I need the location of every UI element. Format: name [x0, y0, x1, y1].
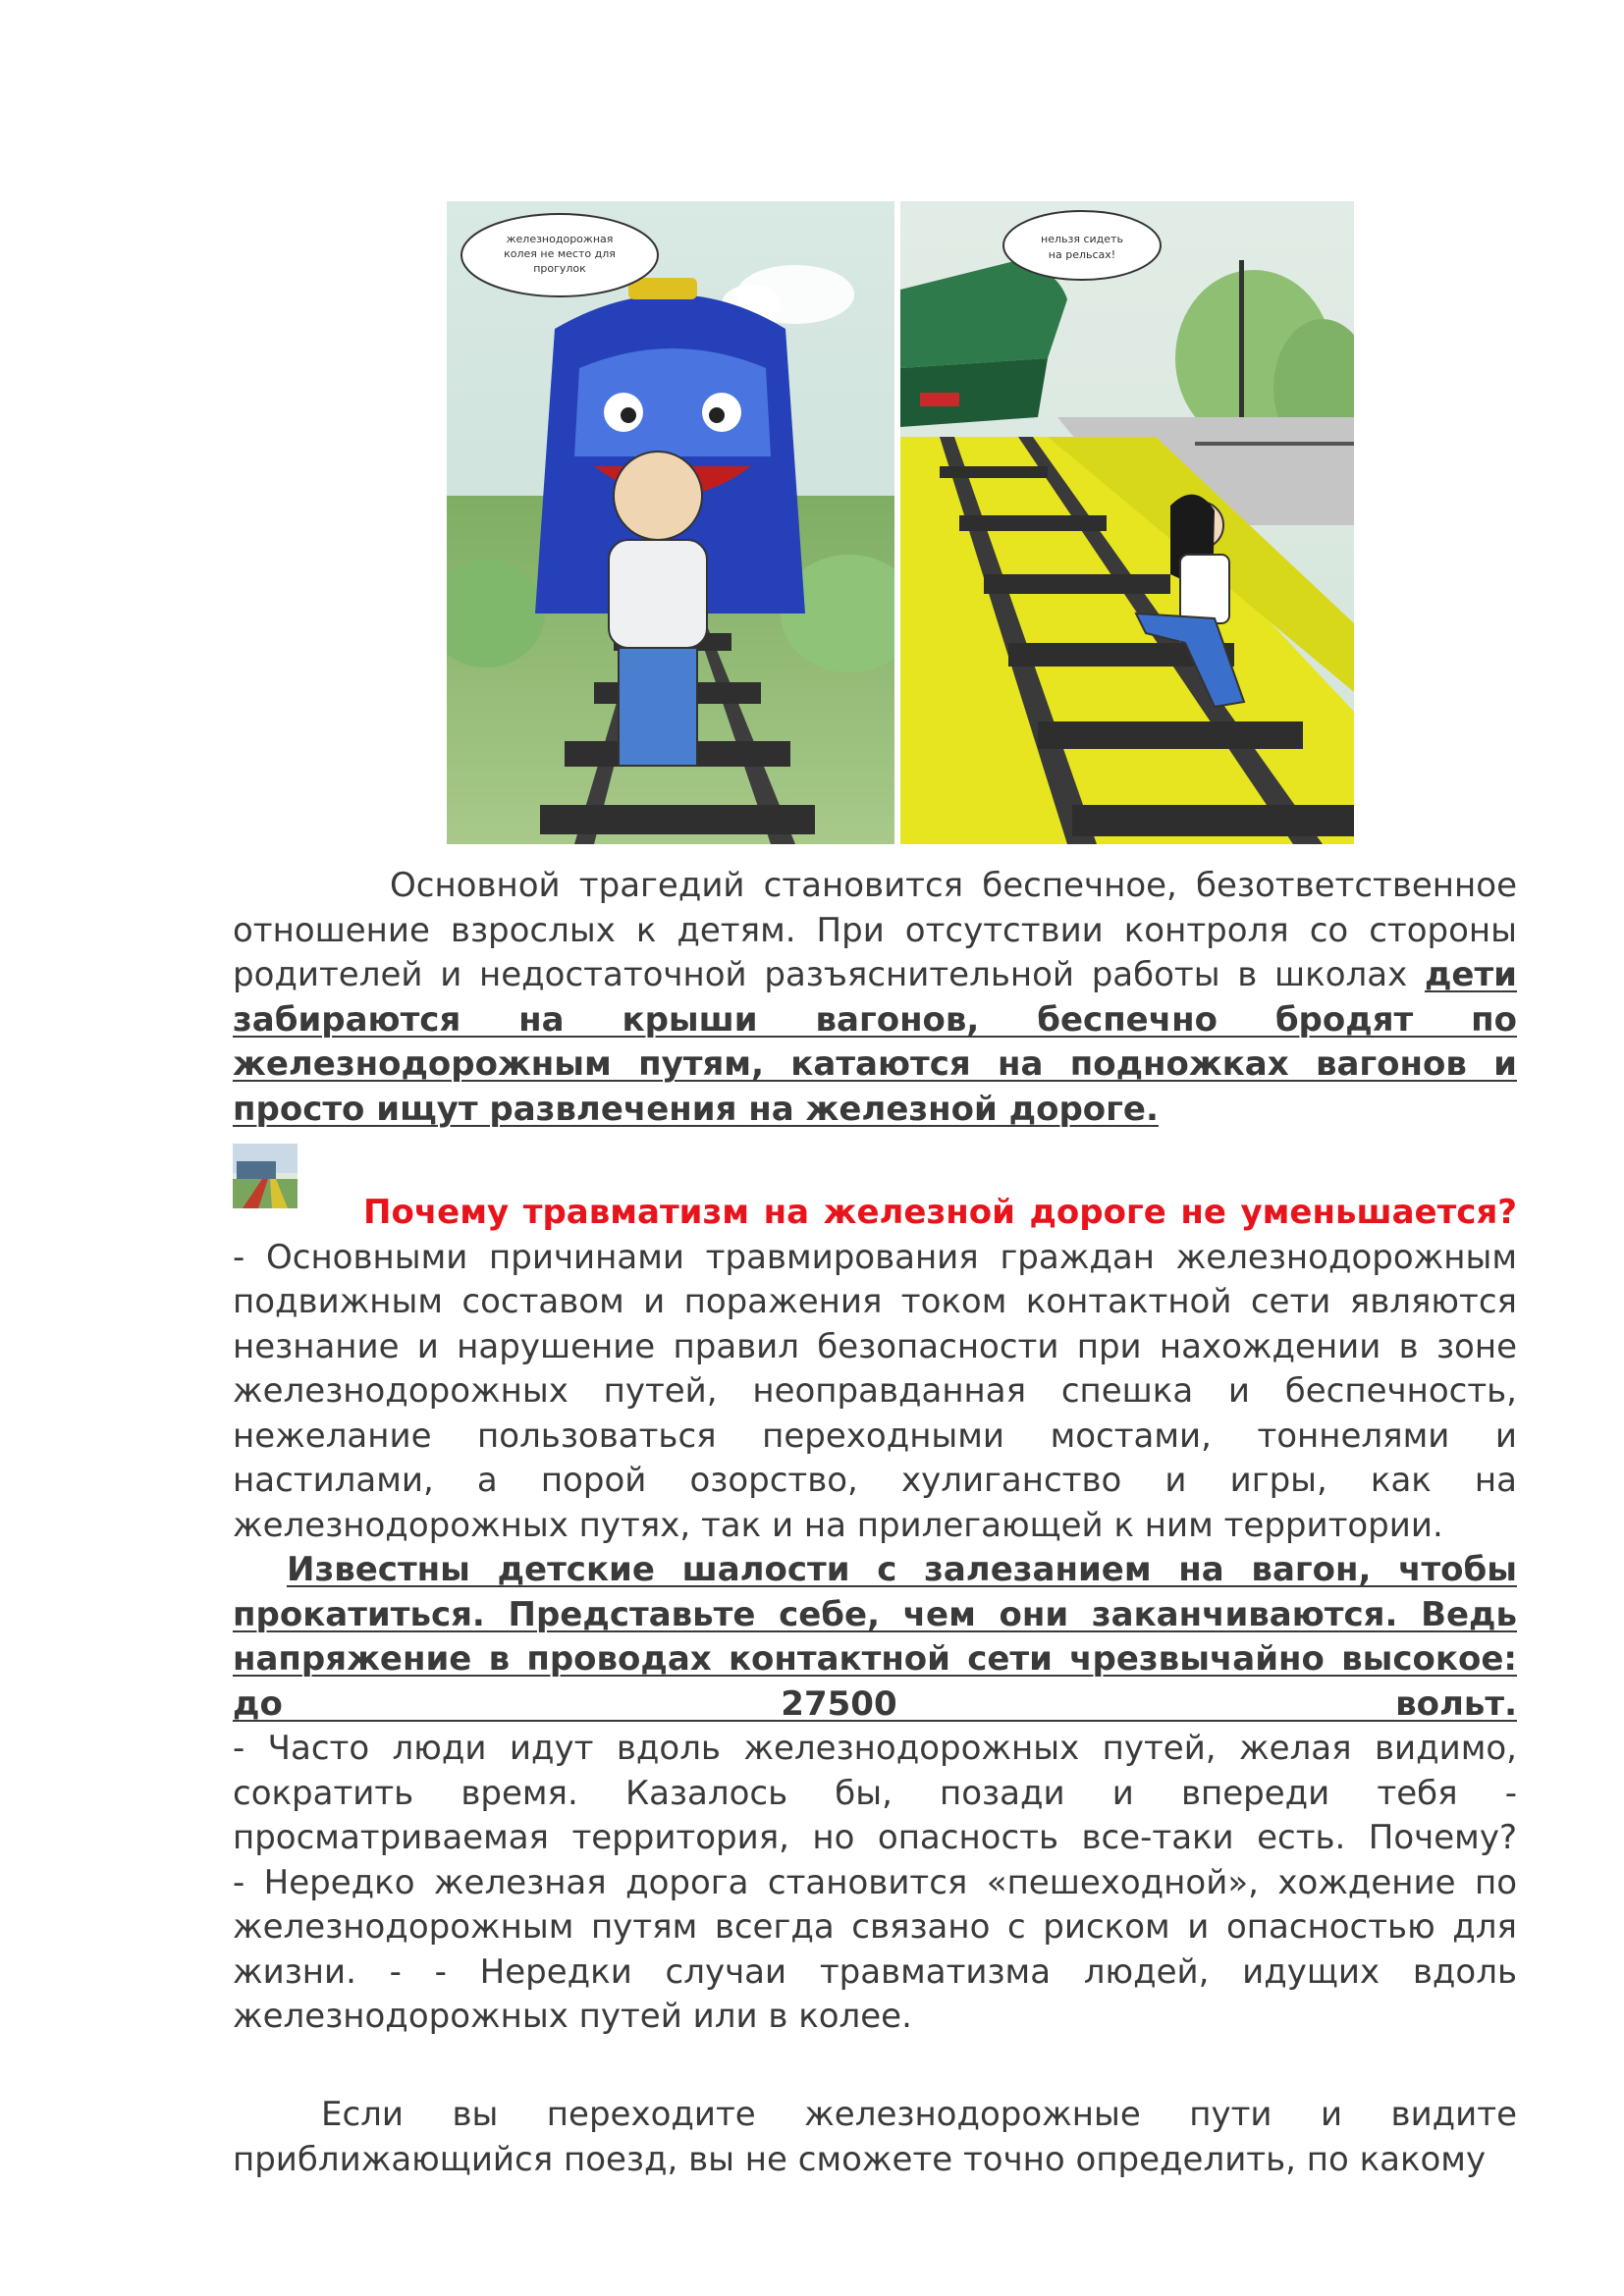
paragraph-parental-responsibility [233, 864, 1517, 1132]
bold-warning-text: Известны детские шалости с залезанием на вагон, чтобы прокатиться. Представьте себе, чем они заканчиваются. Ведь напряжение в проводах контактной сети чрезвычайно высокое: до 27500 вольт. [233, 1550, 1517, 1724]
right-bubble-line-2: на рельсах! [1048, 248, 1116, 261]
injury-causes-text: Основными причинами травмирования граждан железнодорожным подвижным составом и поражения током контактной сети являются незнание и нарушение правил безопасности при нахождении в зоне железнодорожных путей, неоправданная спешка и беспечность, нежелание пользоваться переходными мостами, тоннелями и настилами, а порой озорство, хулиганство и игры, как на железнодорожных путях, так и на прилегающей к ним территории. [233, 1237, 1517, 1545]
paragraph1-text: Основной трагедий становится беспечное, безответственное отношение взрослых к детям. При отсутствии контроля со стороны родителей и недостаточной разъяснительной работы в школах [233, 866, 1517, 994]
paragraph3-text: Если вы переходите железнодорожные пути и видите приближающийся поезд, вы не сможете точно определить, по какому [233, 2095, 1517, 2179]
heading-dash: - [233, 1237, 245, 1277]
paragraph-approaching-train [233, 2093, 1517, 2182]
paragraph1-bold-text: дети забираются на крыши вагонов, беспечно бродят по железнодорожным путям, катаются на подножках вагонов и просто ищут развлечения на железной дороге. [233, 955, 1517, 1129]
paragraph-injury-causes [233, 1191, 1517, 2040]
cartoon-panel-walking-on-tracks [447, 201, 894, 844]
injury-question-heading: Почему травматизм на железной дороге не уменьшается? [363, 1193, 1517, 1232]
cartoon-right-image [900, 201, 1354, 844]
walking-along-tracks-item: - Часто люди идут вдоль железнодорожных путей, желая видимо, сократить время. Казалось бы, позади и впереди тебя - просматриваемая территория, но опасность все-таки есть. Почему? [233, 1729, 1517, 1857]
cartoon-panel-sitting-on-rails [900, 201, 1354, 844]
left-bubble-line-3: прогулок [533, 262, 586, 275]
cartoon-left-image [447, 201, 894, 844]
railway-safety-illustration [447, 201, 1354, 844]
left-bubble-line-2: колея не место для [504, 247, 616, 260]
right-bubble-line-1: нельзя сидеть [1041, 233, 1123, 245]
left-bubble-line-1: железнодорожная [506, 233, 614, 245]
pedestrian-railway-item: - Нередко железная дорога становится «пешеходной», хождение по железнодорожным путям всегда связано с риском и опасностью для жизни. - - Нередки случаи травматизма людей, идущих вдоль железнодорожных путей или в колее. [233, 1862, 1517, 2036]
